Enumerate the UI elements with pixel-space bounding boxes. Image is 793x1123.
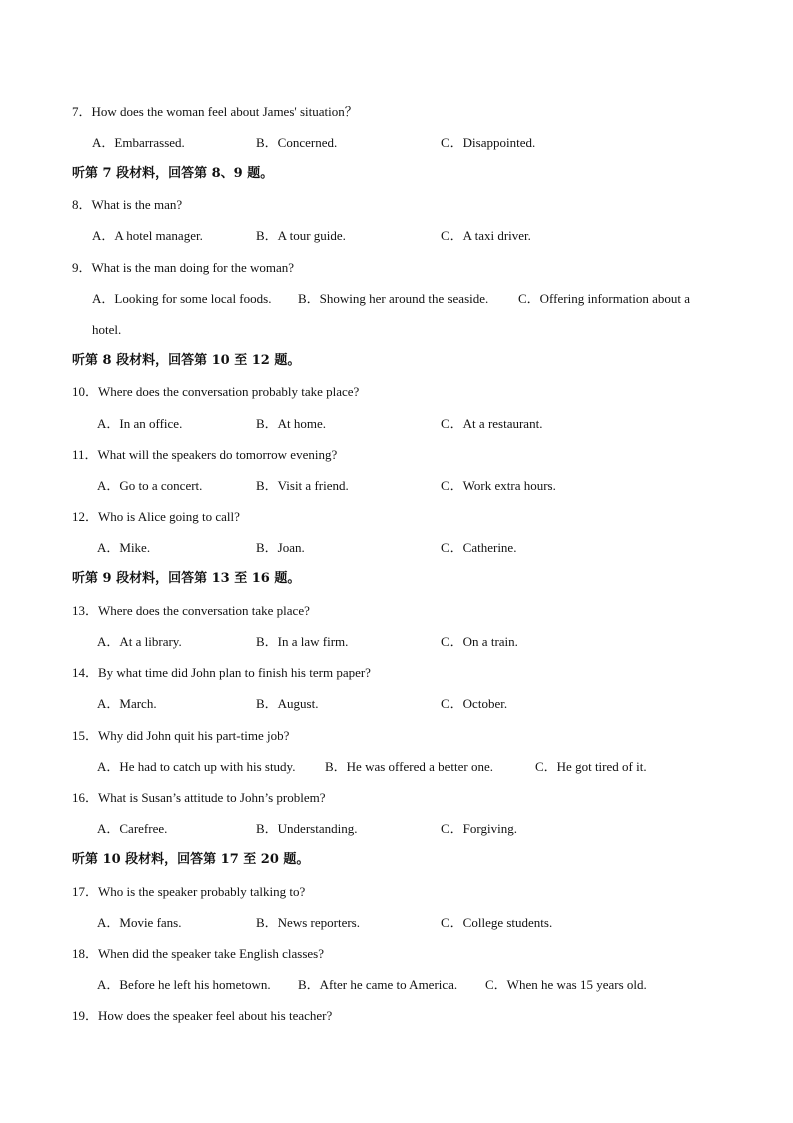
option-c: C．He got tired of it. [535, 759, 647, 774]
option-a: A．Embarrassed. [92, 135, 185, 150]
option-b: B．After he came to America. [298, 977, 458, 992]
question-13 [0, 599, 793, 623]
section-heading: 听第 8 段材料，回答第 10 至 12 题。 [72, 353, 301, 368]
question-15 [0, 724, 793, 748]
option-b: B．A tour guide. [256, 228, 346, 243]
question-12 [0, 505, 793, 529]
option-b: B．Understanding. [256, 821, 358, 836]
question-stem: 16．What is Susan’s attitude to John’s problem? [72, 790, 326, 805]
option-c: C．College students. [441, 915, 553, 930]
option-c: C．On a train. [441, 634, 518, 649]
options-7 [0, 131, 793, 155]
question-stem: 18．When did the speaker take English classes? [72, 946, 324, 961]
question-stem: 17．Who is the speaker probably talking to? [72, 884, 306, 899]
question-7 [0, 100, 793, 124]
options-13 [0, 630, 793, 654]
section-heading: 听第 10 段材料，回答第 17 至 20 题。 [72, 852, 310, 867]
option-a: A．Before he left his hometown. [97, 977, 271, 992]
question-stem: 8．What is the man? [72, 197, 183, 212]
option-a: A．Carefree. [97, 821, 168, 836]
options-17 [0, 911, 793, 935]
option-c: C．Forgiving. [441, 821, 517, 836]
option-b: B．In a law firm. [256, 634, 349, 649]
options-9 [0, 287, 793, 311]
option-b: B．News reporters. [256, 915, 360, 930]
options-12 [0, 536, 793, 560]
options-14 [0, 692, 793, 716]
option-c: C．Catherine. [441, 540, 517, 555]
option-b: B．At home. [256, 416, 327, 431]
option-a: A．Go to a concert. [97, 478, 203, 493]
question-11 [0, 443, 793, 467]
section-header-7 [0, 162, 793, 186]
question-stem: 9．What is the man doing for the woman? [72, 260, 295, 275]
question-stem: 11．What will the speakers do tomorrow evening? [72, 447, 338, 462]
options-11 [0, 474, 793, 498]
option-a: A．Mike. [97, 540, 151, 555]
options-10 [0, 412, 793, 436]
question-16 [0, 786, 793, 810]
option-c-continuation: hotel. [92, 322, 122, 337]
option-c: C．When he was 15 years old. [485, 977, 647, 992]
option-c: C．Offering information about a [518, 291, 690, 306]
option-c: C．Work extra hours. [441, 478, 556, 493]
option-a: A．He had to catch up with his study. [97, 759, 296, 774]
option-a: A．Looking for some local foods. [92, 291, 272, 306]
question-stem: 7．How does the woman feel about James' situation？ [72, 104, 358, 119]
option-b: B．August. [256, 696, 319, 711]
option-b: B．Showing her around the seaside. [298, 291, 489, 306]
question-stem: 19．How does the speaker feel about his teacher? [72, 1008, 333, 1023]
option-a: A．March. [97, 696, 157, 711]
option-b: B．Joan. [256, 540, 305, 555]
question-stem: 14．By what time did John plan to finish his term paper? [72, 665, 371, 680]
option-b: B．Visit a friend. [256, 478, 349, 493]
question-19 [0, 1004, 793, 1028]
options-8 [0, 224, 793, 248]
section-header-8 [0, 349, 793, 373]
option-c: C．October. [441, 696, 508, 711]
question-14 [0, 661, 793, 685]
options-15 [0, 755, 793, 779]
question-stem: 10．Where does the conversation probably take place? [72, 384, 360, 399]
option-b: B．He was offered a better one. [325, 759, 493, 774]
option-a: A．A hotel manager. [92, 228, 203, 243]
option-a: A．In an office. [97, 416, 183, 431]
question-8 [0, 193, 793, 217]
options-16 [0, 817, 793, 841]
option-b: B．Concerned. [256, 135, 338, 150]
option-c: C．At a restaurant. [441, 416, 543, 431]
section-heading: 听第 9 段材料，回答第 13 至 16 题。 [72, 571, 301, 586]
question-17 [0, 880, 793, 904]
option-c: C．A taxi driver. [441, 228, 531, 243]
section-header-10 [0, 848, 793, 872]
question-stem: 15．Why did John quit his part-time job? [72, 728, 290, 743]
question-stem: 12．Who is Alice going to call? [72, 509, 240, 524]
option-c: C．Disappointed. [441, 135, 536, 150]
section-header-9 [0, 567, 793, 591]
option-a: A．At a library. [97, 634, 182, 649]
options-18 [0, 973, 793, 997]
options-9-continued [0, 318, 793, 342]
section-heading: 听第 7 段材料，回答第 8、9 题。 [72, 166, 274, 181]
question-18 [0, 942, 793, 966]
question-9 [0, 256, 793, 280]
option-a: A．Movie fans. [97, 915, 182, 930]
question-10 [0, 380, 793, 404]
question-stem: 13．Where does the conversation take place? [72, 603, 310, 618]
